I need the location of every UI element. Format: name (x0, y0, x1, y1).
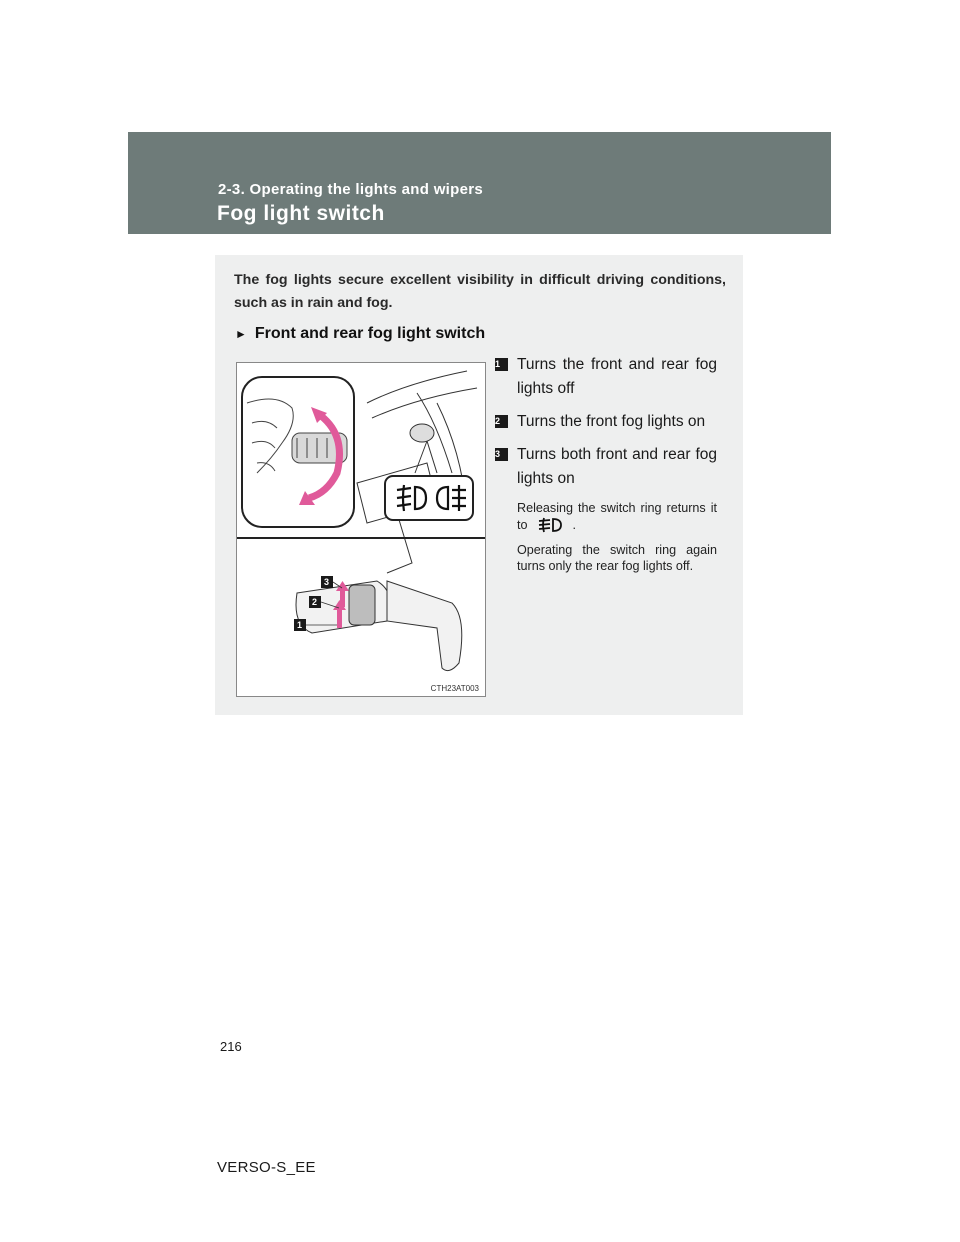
switch-illustration (236, 362, 486, 697)
figure-code: CTH23AT003 (430, 684, 479, 693)
page-title: Fog light switch (217, 202, 385, 225)
step-list (495, 353, 717, 582)
note-releasing: Releasing the switch ring returns it to . (517, 501, 717, 532)
svg-text:1: 1 (297, 620, 303, 630)
note-again: Operating the switch ring again turns only the rear fog lights off. (517, 543, 717, 573)
svg-text:3: 3 (324, 577, 330, 587)
step-number: 2 (495, 415, 508, 428)
section-label: 2-3. Operating the lights and wipers (218, 181, 484, 198)
step-item (495, 443, 717, 491)
chapter-header (128, 132, 831, 234)
content-panel (215, 255, 743, 715)
intro-text: The fog lights secure excellent visibility in difficult driving conditions, such as in rain and fog. (234, 272, 726, 311)
svg-text:2: 2 (312, 597, 318, 607)
step-number: 3 (495, 448, 508, 461)
front-fog-light-icon (531, 516, 569, 534)
step-text: Turns the front and rear fog lights off (517, 356, 717, 397)
model-code: VERSO-S_EE (217, 1159, 316, 1176)
illustration-svg (237, 363, 485, 696)
subheading (235, 325, 485, 343)
subheading-text: Front and rear fog light switch (254, 325, 486, 342)
step-text: Turns the front fog lights on (517, 413, 706, 430)
step-text: Turns both front and rear fog lights on (517, 446, 717, 487)
step-item (495, 410, 717, 434)
step-number: 1 (495, 358, 508, 371)
step-item (495, 353, 717, 401)
page-number: 216 (220, 1039, 242, 1054)
bullet-triangle-icon: ► (235, 327, 247, 341)
